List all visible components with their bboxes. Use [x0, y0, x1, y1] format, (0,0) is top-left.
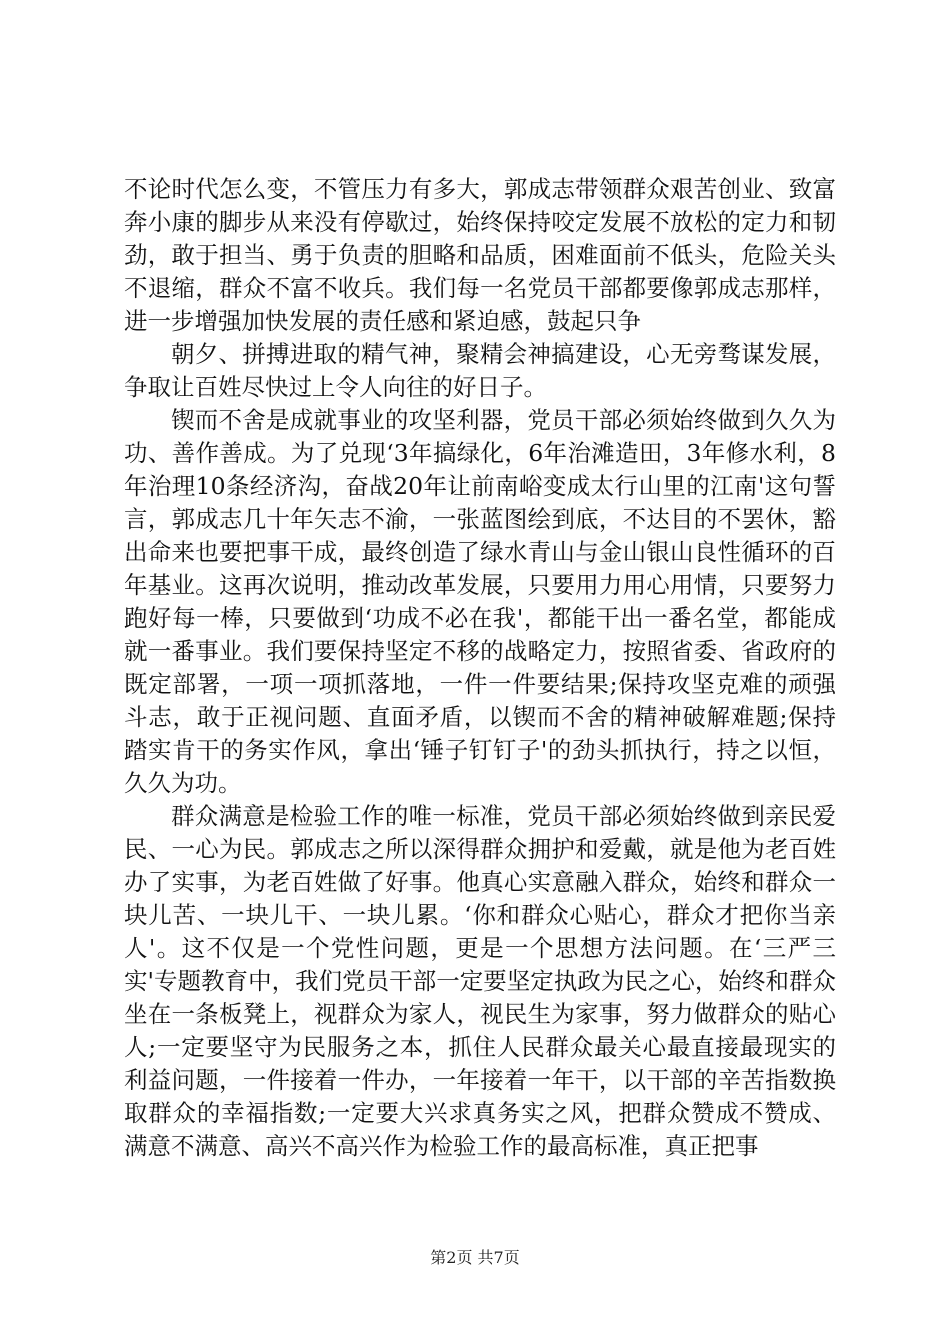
paragraph-4: 群众满意是检验工作的唯一标准，党员干部必须始终做到亲民爱民、一心为民。郭成志之所以深得群众拥护和爱戴，就是他为老百姓办了实事，为老百姓做了好事。他真心实意融入群众，始终和群众一块儿苦、一块儿干、一块儿累。‘你和群众心贴心，群众才把你当亲人'。这不仅是一个党性问题，更是一个思想方法问题。在‘三严三实'专题教育中，我们党员干部一定要坚定执政为民之心，始终和群众坐在一条板凳上，视群众为家人，视民生为家事，努力做群众的贴心人;一定要坚守为民服务之本，抓住人民群众最关心最直接最现实的利益问题，一件接着一件办，一年接着一年干，以干部的辛苦指数换取群众的幸福指数;一定要大兴求真务实之风，把群众赞成不赞成、满意不满意、高兴不高兴作为检验工作的最高标准，真正把事: [124, 802, 836, 1160]
page-number-footer: 第2页 共7页: [430, 1248, 520, 1267]
paragraph-3: 锲而不舍是成就事业的攻坚利器，党员干部必须始终做到久久为功、善作善成。为了兑现‘3年搞绿化，6年治滩造田，3年修水利，8年治理10条经济沟，奋战20年让前南峪变成太行山里的江南'这句誓言，郭成志几十年矢志不渝，一张蓝图绘到底，不达目的不罢休，豁出命来也要把事干成，最终创造了绿水青山与金山银山良性循环的百年基业。这再次说明，推动改革发展，只要用力用心用情，只要努力跑好每一棒，只要做到‘功成不必在我'，都能干出一番名堂，都能成就一番事业。我们要保持坚定不移的战略定力，按照省委、省政府的既定部署，一项一项抓落地，一件一件要结果;保持攻坚克难的顽强斗志，敢于正视问题、直面矛盾，以锲而不舍的精神破解难题;保持踏实肯干的务实作风，拿出‘锤子钉钉子'的劲头抓执行，持之以恒，久久为功。: [124, 406, 836, 797]
paragraph-2: 朝夕、拼搏进取的精气神，聚精会神搞建设，心无旁骛谋发展，争取让百姓尽快过上令人向往的好日子。: [124, 340, 836, 401]
paragraph-1: 不论时代怎么变，不管压力有多大，郭成志带领群众艰苦创业、致富奔小康的脚步从来没有停歇过，始终保持咬定发展不放松的定力和韧劲，敢于担当、勇于负责的胆略和品质，困难面前不低头，危险关头不退缩，群众不富不收兵。我们每一名党员干部都要像郭成志那样，进一步增强加快发展的责任感和紧迫感，鼓起只争: [124, 175, 836, 335]
document-body: [124, 173, 836, 1163]
